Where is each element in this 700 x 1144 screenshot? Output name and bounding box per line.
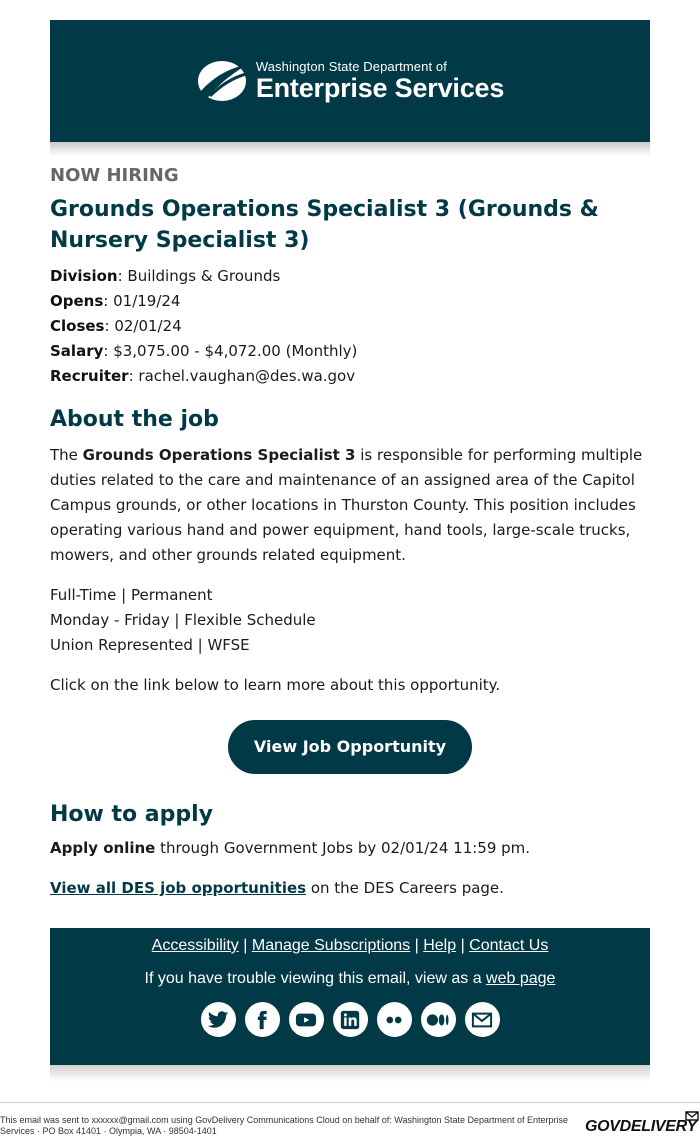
now-hiring-label: NOW HIRING: [50, 165, 179, 186]
view-all-jobs-link[interactable]: View all DES job opportunities: [50, 879, 307, 897]
button-row: [50, 720, 650, 774]
about-heading: About the job: [50, 407, 219, 432]
detail-division: Division: Buildings & Grounds: [50, 267, 281, 285]
twitter-icon[interactable]: [201, 1002, 236, 1037]
detail-recruiter: Recruiter: rachel.vaughan@des.wa.gov: [50, 367, 356, 385]
flickr-icon[interactable]: [377, 1002, 412, 1037]
email-body: [50, 162, 650, 901]
help-link[interactable]: Help: [423, 937, 457, 954]
detail-closes: Closes: 02/01/24: [50, 317, 182, 335]
apply-text: Apply online through Government Jobs by 02/01/24 11:59 pm.: [50, 839, 531, 857]
detail-opens: Opens: 01/19/24: [50, 292, 181, 310]
logo-line2: Enterprise Services: [255, 73, 505, 103]
email-icon[interactable]: [465, 1002, 500, 1037]
header-shadow: [50, 142, 650, 156]
schedule-line: Monday - Friday | Flexible Schedule: [50, 611, 316, 629]
divider: [0, 1102, 700, 1103]
youtube-icon[interactable]: [289, 1002, 324, 1037]
sender-info: This email was sent to xxxxxx@gmail.com using GovDelivery Communications Cloud on behalf of: Washington State Department of Enterprise Services · PO Box 41401 · Olympia, WA · 98504-1401: [0, 1115, 569, 1136]
govdelivery-logo[interactable]: GOVDELIVERY: [585, 1118, 697, 1135]
medium-icon[interactable]: [421, 1002, 456, 1037]
des-swoosh-icon: [196, 56, 252, 106]
des-logo[interactable]: [196, 56, 504, 106]
trouble-viewing-text: If you have trouble viewing this email, view as a web page: [144, 970, 556, 987]
cta-text: Click on the link below to learn more about this opportunity.: [50, 676, 501, 694]
accessibility-link[interactable]: Accessibility: [151, 937, 239, 954]
footer-shadow: [50, 1065, 650, 1081]
govdelivery-envelope-icon: [685, 1110, 699, 1122]
careers-line: View all DES job opportunities on the DES Careers page.: [50, 879, 504, 897]
email-header: [50, 20, 650, 142]
facebook-icon[interactable]: [245, 1002, 280, 1037]
union-line: Union Represented | WFSE: [50, 636, 250, 654]
linkedin-icon[interactable]: [333, 1002, 368, 1037]
job-details: [50, 264, 650, 389]
social-icons: [50, 1002, 650, 1037]
detail-salary: Salary: $3,075.00 - $4,072.00 (Monthly): [50, 342, 358, 360]
contact-us-link[interactable]: Contact Us: [469, 937, 549, 954]
job-title: Grounds Operations Specialist 3 (Grounds & Nursery Specialist 3): [50, 197, 599, 253]
apply-heading: How to apply: [50, 802, 214, 827]
web-page-link[interactable]: web page: [486, 970, 556, 987]
email-footer: [50, 928, 650, 1065]
view-job-button[interactable]: View Job Opportunity: [228, 720, 472, 774]
manage-subscriptions-link[interactable]: Manage Subscriptions: [251, 937, 411, 954]
footer-links: Accessibility | Manage Subscriptions | Help | Contact Us: [151, 937, 549, 954]
job-type-line: Full-Time | Permanent: [50, 586, 213, 604]
logo-line1: Washington State Department of: [255, 59, 447, 74]
about-intro: The Grounds Operations Specialist 3 is responsible for performing multiple duties related to the care and maintenance of an assigned area of the Capitol Campus grounds, or other locations in Thurston County. This position includes operating various hand and power equipment, hand tools, large-scale trucks, mowers, and other grounds related equipment.: [50, 446, 643, 564]
